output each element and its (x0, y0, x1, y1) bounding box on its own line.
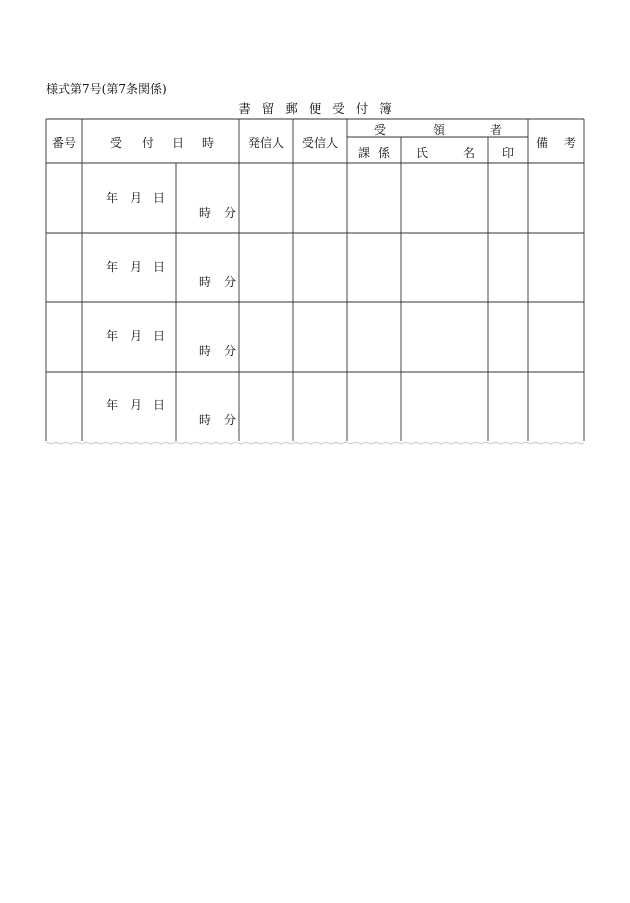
header-receiver-char: 者 (490, 123, 503, 137)
header-seal: 印 (501, 146, 514, 160)
header-remarks-char: 考 (564, 136, 577, 150)
title-char: 郵 (285, 101, 298, 116)
row-date-char: 年 (106, 398, 119, 412)
header-name-char: 氏 (416, 146, 429, 160)
header-received-char: 付 (142, 136, 155, 150)
title-char: 便 (308, 101, 322, 116)
header-number: 番号 (51, 136, 76, 150)
row-date-char: 年 (106, 260, 119, 274)
title-char: 書 (238, 101, 251, 116)
row-time-char: 時 (199, 344, 212, 358)
header-receiver-char: 領 (433, 123, 446, 137)
header-section-char: 課 (358, 146, 371, 160)
header-received-char: 日 (172, 136, 185, 150)
header-received-char: 受 (110, 136, 123, 150)
document-title (0, 99, 630, 117)
row-date-char: 日 (153, 329, 166, 343)
row-time-char: 時 (199, 413, 212, 427)
form-number-label: 様式第7号(第7条関係) (46, 82, 167, 96)
row-date-char: 月 (130, 329, 143, 343)
row-date-char: 年 (106, 191, 119, 205)
header-section-char: 係 (378, 146, 391, 160)
row-time-char: 分 (224, 275, 237, 289)
row-date-char: 月 (130, 191, 143, 205)
row-time-char: 分 (224, 413, 237, 427)
row-time-char: 分 (224, 344, 237, 358)
title-char: 留 (261, 101, 275, 116)
row-date-char: 日 (153, 398, 166, 412)
row-date-char: 月 (130, 260, 143, 274)
header-sender: 発信人 (247, 136, 284, 150)
title-char: 受 (332, 101, 345, 116)
row-time-char: 時 (199, 275, 212, 289)
title-char: 簿 (379, 101, 392, 116)
registered-mail-table (46, 119, 584, 445)
row-date-char: 日 (153, 191, 166, 205)
header-remarks-char: 備 (536, 136, 549, 150)
row-date-char: 月 (130, 398, 143, 412)
header-recipient: 受信人 (301, 136, 338, 150)
row-time-char: 時 (199, 206, 212, 220)
header-received-char: 時 (202, 136, 215, 150)
row-date-char: 日 (153, 260, 166, 274)
row-date-char: 年 (106, 329, 119, 343)
title-char: 付 (355, 101, 369, 116)
header-receiver-char: 受 (374, 123, 387, 137)
header-name-char: 名 (463, 146, 476, 160)
row-time-char: 分 (224, 206, 237, 220)
table-grid (46, 119, 584, 445)
